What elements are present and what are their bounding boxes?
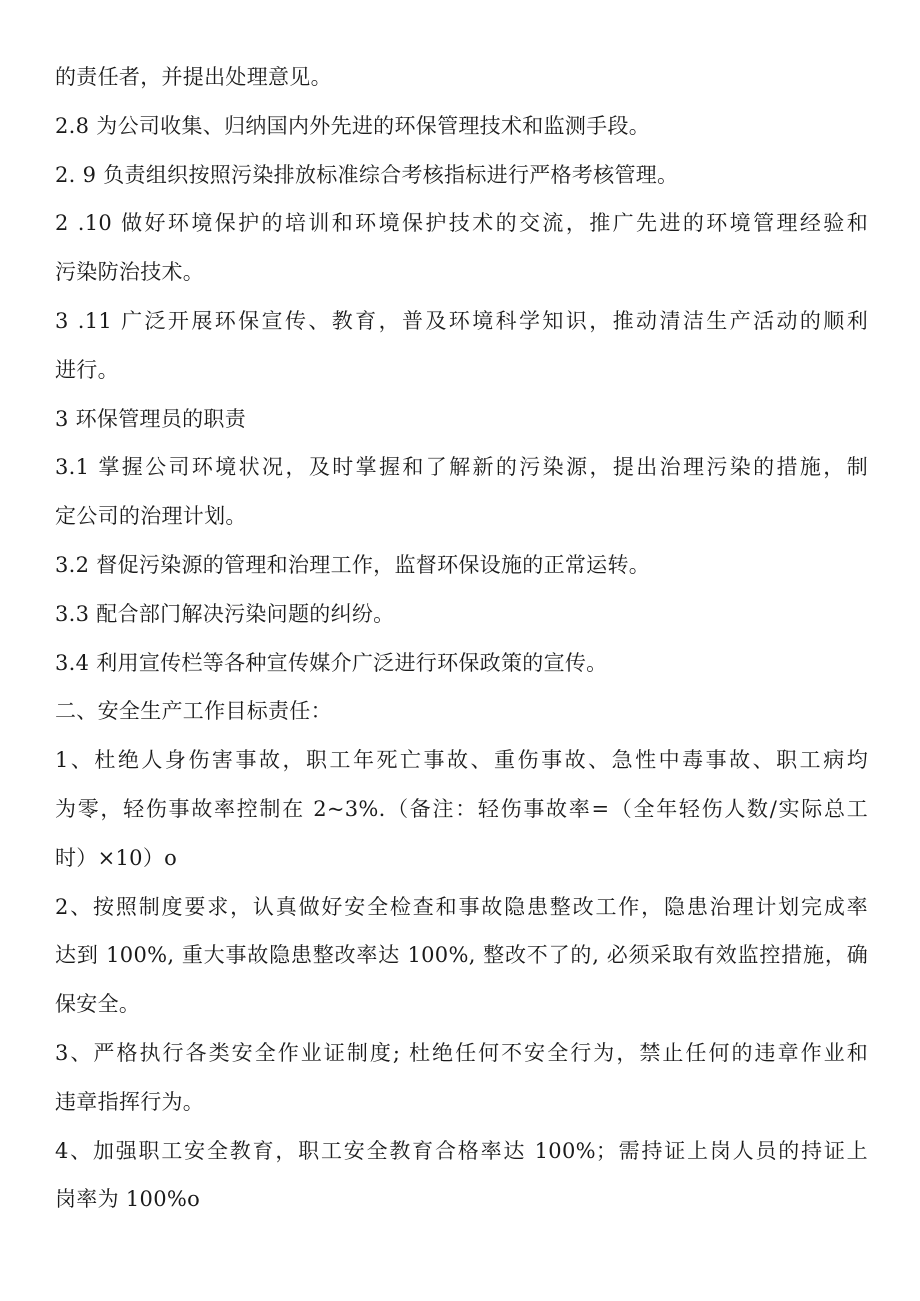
text-line: 污染防治技术。	[55, 260, 205, 285]
text-line: 3.2 督促污染源的管理和治理工作，监督环保设施的正常运转。	[55, 552, 651, 577]
text-line: 时）×10）o	[55, 845, 178, 870]
text-line: 2 .10 做好环境保护的培训和环境保护技术的交流，推广先进的环境管理经验和	[55, 211, 868, 236]
section-heading: 二、安全生产工作目标责任：	[55, 699, 332, 724]
text-line: 3.3 配合部门解决污染问题的纠纷。	[55, 601, 395, 626]
text-line: 2、按照制度要求，认真做好安全检查和事故隐患整改工作，隐患治理计划完成率	[55, 894, 868, 919]
text-line: 达到 100%, 重大事故隐患整改率达 100%, 整改不了的, 必须采取有效监控措施，确	[55, 943, 868, 968]
text-line: 2. 9 负责组织按照污染排放标准综合考核指标进行严格考核管理。	[55, 162, 679, 187]
text-line: 3、严格执行各类安全作业证制度; 杜绝任何不安全行为，禁止任何的违章作业和	[55, 1040, 868, 1065]
text-line: 3.4 利用宣传栏等各种宣传媒介广泛进行环保政策的宣传。	[55, 650, 608, 675]
text-line: 保安全。	[55, 992, 141, 1017]
text-line: 进行。	[55, 357, 119, 382]
text-line: 2.8 为公司收集、归纳国内外先进的环保管理技术和监测手段。	[55, 113, 651, 138]
text-line: 3 .11 广泛开展环保宣传、教育，普及环境科学知识，推动清洁生产活动的顺利	[55, 308, 868, 333]
document-body	[55, 53, 868, 1224]
text-line: 3.1 掌握公司环境状况，及时掌握和了解新的污染源，提出治理污染的措施，制	[55, 455, 868, 480]
text-line: 定公司的治理计划。	[55, 504, 247, 529]
text-line: 1、杜绝人身伤害事故，职工年死亡事故、重伤事故、急性中毒事故、职工病均	[55, 748, 868, 773]
text-line: 的责任者，并提出处理意见。	[55, 65, 332, 89]
text-line: 岗率为 100%o	[55, 1187, 201, 1212]
text-line: 为零，轻伤事故率控制在 2~3%.（备注：轻伤事故率=（全年轻伤人数/实际总工	[55, 796, 868, 821]
section-heading: 3 环保管理员的职责	[55, 406, 247, 431]
text-line: 4、加强职工安全教育，职工安全教育合格率达 100%；需持证上岗人员的持证上	[55, 1138, 868, 1163]
text-line: 违章指挥行为。	[55, 1089, 205, 1114]
